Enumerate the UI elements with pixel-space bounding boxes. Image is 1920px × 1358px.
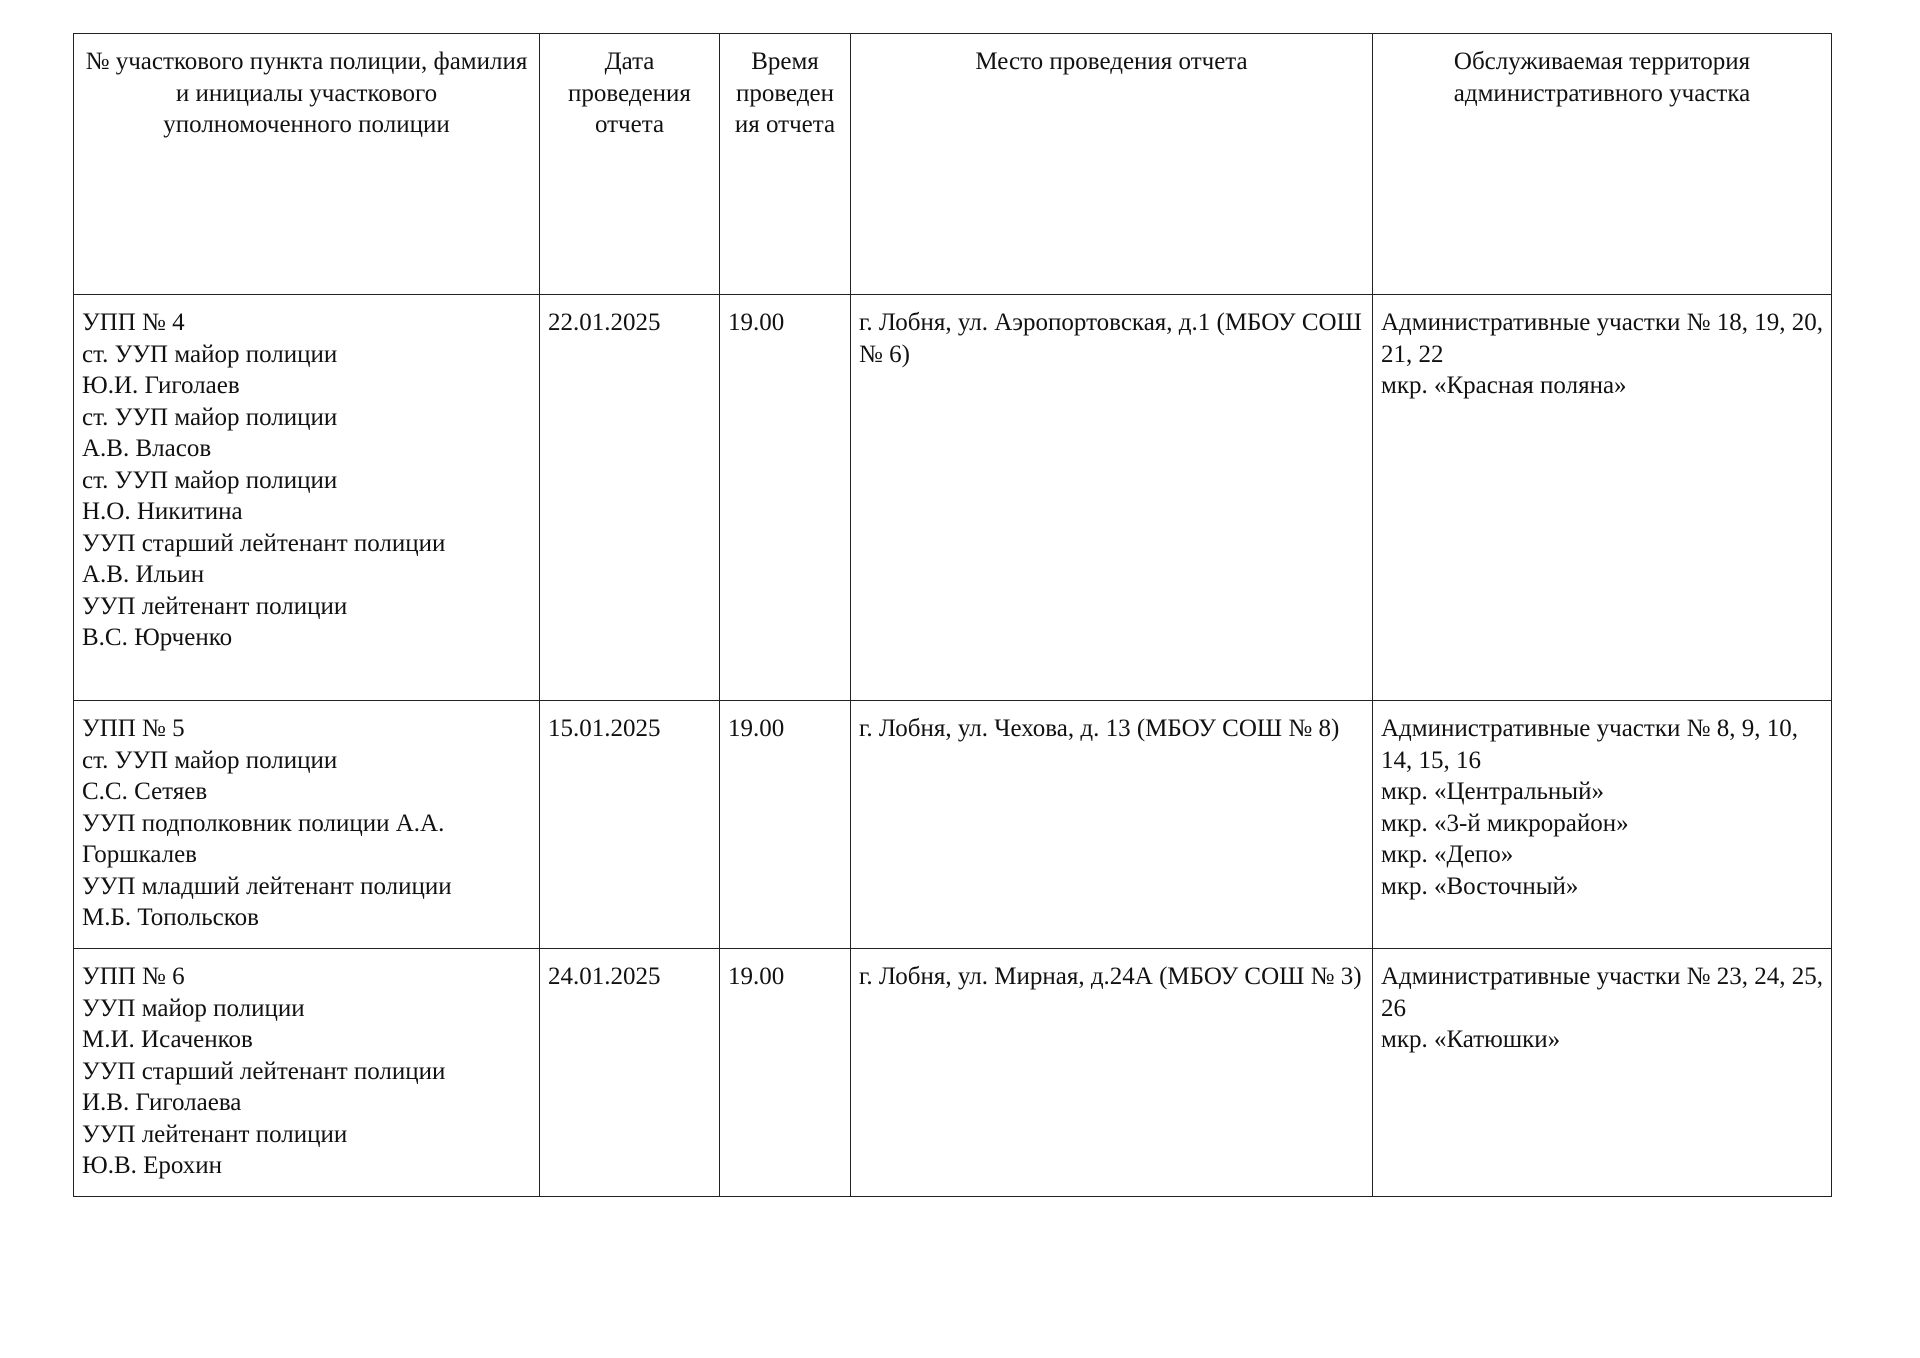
officer-line: И.В. Гиголаева — [82, 1089, 242, 1116]
table-row — [74, 295, 1832, 701]
station-number: УПП № 6 — [82, 963, 185, 990]
territory-line: Административные участки № 23, 24, 25, 26 — [1381, 963, 1823, 1022]
territory-line: мкр. «Катюшки» — [1381, 1026, 1561, 1053]
officer-cell — [74, 949, 540, 1197]
territory-cell — [1373, 295, 1832, 701]
officer-line: ст. УУП майор полиции — [82, 466, 338, 494]
territory-cell — [1373, 949, 1832, 1197]
time-cell: 19.00 — [720, 949, 851, 1197]
officer-line: М.И. Исаченков — [82, 1026, 253, 1053]
station-number: УПП № 4 — [82, 309, 185, 336]
territory-line: мкр. «3-й микрорайон» — [1381, 809, 1629, 837]
officer-line: УУП младший лейтенант полиции — [82, 872, 452, 900]
territory-line: мкр. «Красная поляна» — [1381, 372, 1627, 399]
header-place: Место проведения отчета — [851, 34, 1373, 295]
territory-cell — [1373, 701, 1832, 949]
date-cell: 15.01.2025 — [540, 701, 720, 949]
officer-line: А.В. Власов — [82, 435, 212, 462]
territory-line: Административные участки № 8, 9, 10, 14, 15, 16 — [1381, 715, 1798, 774]
officer-line: Ю.В. Ерохин — [82, 1152, 223, 1179]
place-cell: г. Лобня, ул. Аэропортовская, д.1 (МБОУ СОШ № 6) — [851, 295, 1373, 701]
officer-line: В.С. Юрченко — [82, 624, 233, 651]
officer-cell — [74, 701, 540, 949]
officer-line: УУП лейтенант полиции — [82, 592, 348, 620]
officer-line: УУП подполковник полиции А.А. Горшкалев — [82, 809, 445, 868]
officer-line: УУП старший лейтенант полиции — [82, 529, 446, 557]
date-cell: 22.01.2025 — [540, 295, 720, 701]
report-schedule-table — [73, 33, 1832, 1197]
header-time: Время проведен ия отчета — [720, 34, 851, 295]
header-row — [74, 34, 1832, 295]
officer-line: С.С. Сетяев — [82, 778, 208, 805]
officer-line: М.Б. Топольсков — [82, 904, 259, 931]
date-cell: 24.01.2025 — [540, 949, 720, 1197]
time-cell: 19.00 — [720, 295, 851, 701]
header-date: Дата проведения отчета — [540, 34, 720, 295]
territory-line: мкр. «Депо» — [1381, 841, 1514, 868]
territory-line: мкр. «Восточный» — [1381, 872, 1579, 900]
territory-line: мкр. «Центральный» — [1381, 778, 1604, 805]
table-row — [74, 701, 1832, 949]
officer-line: А.В. Ильин — [82, 561, 205, 588]
officer-line: Ю.И. Гиголаев — [82, 372, 240, 399]
officer-line: ст. УУП майор полиции — [82, 340, 338, 368]
time-cell: 19.00 — [720, 701, 851, 949]
officer-line: УУП старший лейтенант полиции — [82, 1057, 446, 1085]
place-cell: г. Лобня, ул. Мирная, д.24А (МБОУ СОШ № 3) — [851, 949, 1373, 1197]
officer-line: УУП майор полиции — [82, 994, 305, 1022]
station-number: УПП № 5 — [82, 715, 185, 742]
header-territory: Обслуживаемая территория административного участка — [1373, 34, 1832, 295]
officer-line: Н.О. Никитина — [82, 498, 243, 525]
officer-cell — [74, 295, 540, 701]
table-header — [74, 34, 1832, 295]
place-cell: г. Лобня, ул. Чехова, д. 13 (МБОУ СОШ № 8) — [851, 701, 1373, 949]
territory-line: Административные участки № 18, 19, 20, 21, 22 — [1381, 309, 1823, 368]
header-officer: № участкового пункта полиции, фамилия и инициалы участкового уполномоченного полиции — [74, 34, 540, 295]
officer-line: УУП лейтенант полиции — [82, 1120, 348, 1148]
table-row — [74, 949, 1832, 1197]
officer-line: ст. УУП майор полиции — [82, 403, 338, 431]
officer-line: ст. УУП майор полиции — [82, 746, 338, 774]
